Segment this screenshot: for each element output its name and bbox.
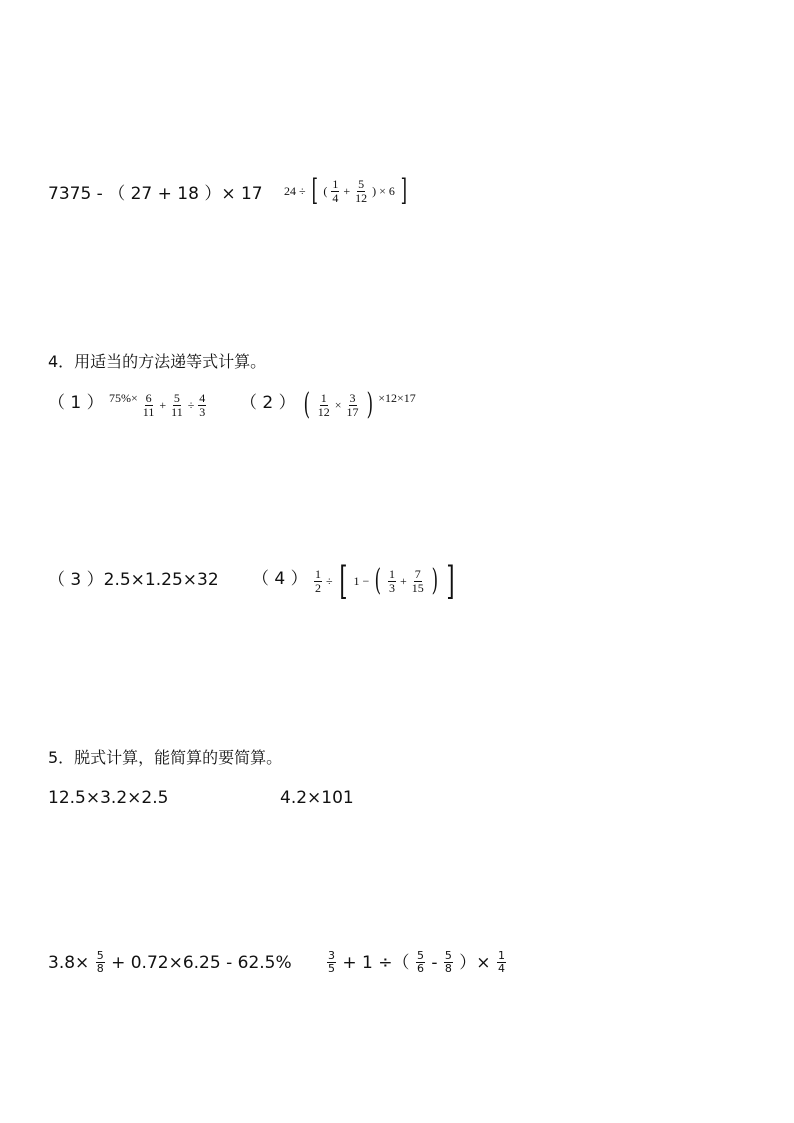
denominator: 6 (416, 962, 424, 975)
denominator: 3 (388, 580, 395, 595)
denominator: 11 (142, 404, 155, 419)
numerator: 5 (444, 949, 452, 962)
plus-sign: + (399, 574, 407, 588)
fraction (327, 950, 336, 975)
item-label: （ 1 ） (48, 393, 104, 413)
denominator: 12 (317, 404, 330, 419)
problem4-item-4 (252, 559, 458, 603)
item-label: （ 4 ） (252, 568, 308, 589)
fraction (497, 950, 506, 975)
fraction (416, 950, 425, 975)
divide-sign: ÷ (326, 574, 333, 588)
open-bracket: [ (311, 173, 318, 208)
open-bracket: [ (338, 559, 348, 603)
problem4-item-2 (240, 387, 416, 423)
close-paren: ) (366, 387, 373, 423)
denominator: 12 (355, 190, 368, 205)
denominator: 17 (346, 404, 359, 419)
fraction (331, 178, 339, 205)
fraction (444, 950, 453, 975)
expr-24-div (284, 173, 410, 208)
fraction (411, 568, 425, 595)
numerator: 5 (96, 949, 104, 962)
divide-sign: ÷ (187, 398, 195, 413)
fraction (317, 392, 331, 419)
times-sign: × (334, 398, 342, 413)
fraction (142, 392, 156, 419)
expr-12-5: 12.5×3.2×2.5 (48, 788, 169, 808)
numerator: 5 (358, 176, 365, 191)
fraction (346, 392, 360, 419)
problem4-item-3 (48, 570, 219, 590)
fraction (314, 568, 322, 595)
denominator: 4 (332, 190, 339, 205)
close-bracket: ] (446, 559, 455, 603)
denominator: 8 (96, 962, 104, 975)
denominator: 11 (171, 404, 183, 419)
fraction (96, 950, 105, 975)
expr-3-5 (326, 950, 507, 975)
expr-tail: × 6 (379, 184, 395, 198)
denominator: 4 (497, 962, 505, 975)
denominator: 5 (328, 962, 335, 975)
denominator: 3 (199, 404, 206, 419)
numerator: 5 (173, 390, 180, 405)
numerator: 1 (320, 390, 327, 405)
expr-lead: 75%× (109, 391, 138, 405)
problem4-item-1 (48, 388, 207, 419)
numerator: 1 (497, 949, 505, 962)
numerator: 5 (416, 949, 424, 962)
fraction (354, 178, 368, 205)
plus-sign: + (343, 184, 351, 198)
one: 1 (353, 574, 360, 588)
numerator: 6 (145, 390, 152, 405)
problem5-title: 5．脱式计算，能简算的要简算。 (48, 748, 283, 767)
expr-4-2: 4.2×101 (280, 788, 354, 808)
close-paren: ) (372, 184, 377, 198)
expr-mid: + 1 ÷（ (342, 952, 410, 973)
close-bracket: ] (400, 173, 407, 208)
expr-tail: + 0.72×6.25 - 62.5% (111, 952, 292, 973)
numerator: 1 (315, 566, 322, 581)
numerator: 1 (388, 566, 395, 581)
expr-7375 (48, 184, 263, 204)
denominator: 2 (315, 580, 322, 595)
close-paren: ) (431, 563, 438, 598)
item-label: （ 3 ） (48, 570, 104, 590)
plus-sign: + (159, 398, 167, 413)
expr-text: 7375 - （ 27 + 18 ）× 17 (48, 184, 263, 204)
expr-lead: 24 ÷ (284, 184, 306, 198)
fraction (388, 568, 396, 595)
expr-tail: ×12×17 (378, 391, 416, 405)
expr-text: 2.5×1.25×32 (103, 570, 219, 590)
expr-3-8 (48, 950, 292, 975)
expr-lead: 3.8× (48, 952, 90, 973)
minus-sign: − (362, 574, 370, 588)
minus-sign: - (431, 952, 438, 973)
denominator: 15 (411, 580, 424, 595)
numerator: 3 (349, 390, 356, 405)
item-label: （ 2 ） (240, 393, 296, 413)
problem4-title: 4．用适当的方法递等式计算。 (48, 352, 267, 371)
numerator: 4 (199, 390, 206, 405)
numerator: 3 (328, 949, 335, 962)
fraction (170, 392, 184, 419)
fraction (198, 392, 206, 419)
open-paren: ( (323, 184, 328, 198)
open-paren: ( (374, 563, 382, 598)
open-paren: ( (303, 387, 311, 423)
numerator: 7 (414, 566, 421, 581)
denominator: 8 (444, 962, 452, 975)
numerator: 1 (332, 176, 339, 191)
expr-close: ）× (459, 952, 491, 973)
